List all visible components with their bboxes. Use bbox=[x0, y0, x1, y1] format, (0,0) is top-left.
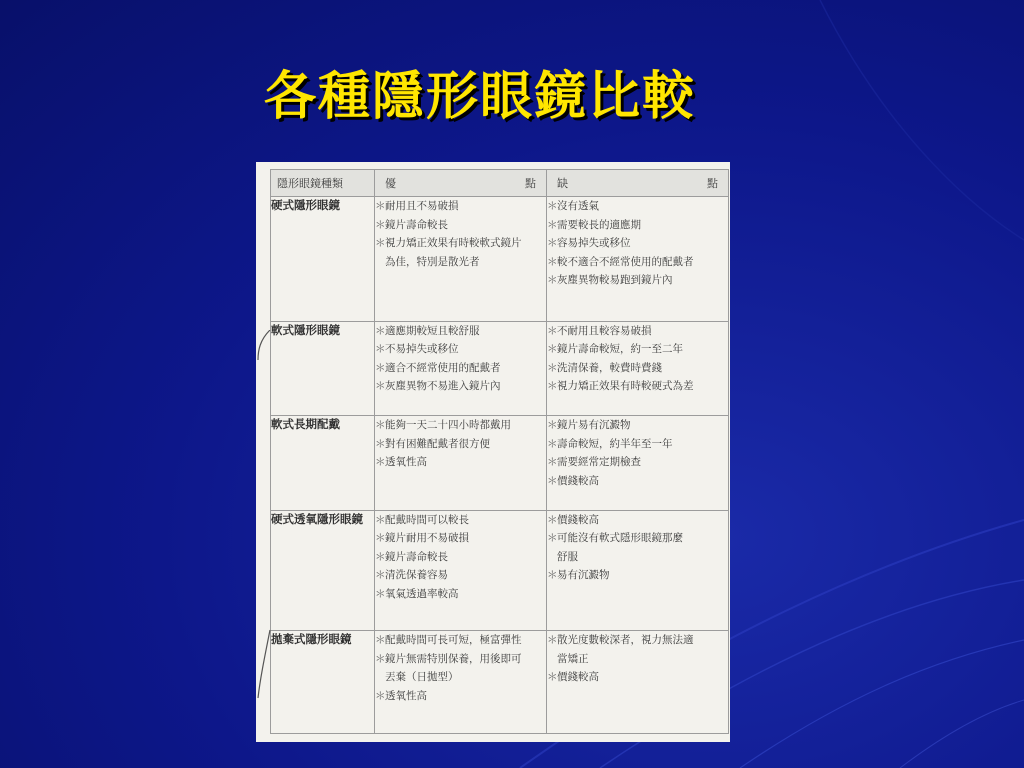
scanned-table-image bbox=[256, 162, 730, 742]
bullet-mark: ＊ bbox=[547, 324, 558, 337]
bullet-mark: ＊ bbox=[547, 218, 558, 231]
pros-item-text: 配戴時間可長可短，極富彈性 bbox=[385, 634, 522, 647]
pros-item-text: 適合不經常使用的配戴者 bbox=[385, 361, 501, 374]
pros-item-text: 鏡片壽命較長 bbox=[385, 550, 448, 563]
header-cons-right: 點 bbox=[707, 177, 718, 190]
cons-item-text: 壽命較短，約半年至一年 bbox=[557, 437, 673, 450]
header-pros-right: 點 bbox=[525, 177, 536, 190]
cons-item bbox=[547, 377, 728, 396]
pros-cell bbox=[375, 631, 547, 734]
cons-cell bbox=[547, 510, 729, 631]
pros-item-text: 灰塵異物不易進入鏡片內 bbox=[385, 380, 501, 393]
bullet-mark: ＊ bbox=[547, 569, 558, 582]
pros-item bbox=[375, 650, 546, 687]
cons-item-text: 可能沒有軟式隱形眼鏡那麼 bbox=[557, 532, 683, 545]
pros-item-text: 適應期較短且較舒服 bbox=[385, 324, 480, 337]
bullet-mark: ＊ bbox=[547, 456, 558, 469]
header-pros bbox=[375, 170, 547, 197]
table-row bbox=[271, 416, 729, 511]
bullet-mark: ＊ bbox=[375, 587, 386, 600]
bullet-mark: ＊ bbox=[375, 569, 386, 582]
bullet-mark: ＊ bbox=[547, 380, 558, 393]
pros-cell bbox=[375, 416, 547, 511]
cons-item bbox=[547, 435, 728, 454]
pros-cell bbox=[375, 197, 547, 322]
pros-cell bbox=[375, 510, 547, 631]
pros-item-text: 清洗保養容易 bbox=[385, 569, 448, 582]
bullet-mark: ＊ bbox=[375, 324, 386, 337]
pros-item bbox=[375, 234, 546, 271]
bullet-mark: ＊ bbox=[375, 419, 386, 432]
bullet-mark: ＊ bbox=[547, 634, 558, 647]
pros-item bbox=[375, 416, 546, 435]
cons-item bbox=[547, 566, 728, 585]
pros-item-text: 配戴時間可以較長 bbox=[385, 513, 469, 526]
bullet-mark: ＊ bbox=[375, 200, 386, 212]
table-header-row bbox=[271, 170, 729, 197]
pros-item-text: 丟棄（日拋型） bbox=[385, 671, 459, 684]
cons-item bbox=[547, 511, 728, 530]
pros-item bbox=[375, 566, 546, 585]
cons-item-text: 價錢較高 bbox=[557, 513, 599, 526]
bullet-mark: ＊ bbox=[547, 274, 558, 286]
bullet-mark: ＊ bbox=[375, 361, 386, 374]
bullet-mark: ＊ bbox=[547, 437, 558, 450]
bullet-mark: ＊ bbox=[547, 671, 558, 684]
pros-item bbox=[375, 548, 546, 567]
cons-item-text: 容易掉失或移位 bbox=[557, 237, 631, 249]
pros-item bbox=[375, 585, 546, 604]
cons-item bbox=[547, 631, 728, 668]
pros-item bbox=[375, 340, 546, 359]
cons-item bbox=[547, 197, 728, 216]
table-row bbox=[271, 197, 729, 322]
cons-item bbox=[547, 253, 728, 272]
bullet-mark: ＊ bbox=[375, 550, 386, 563]
lens-type-cell: 拋棄式隱形眼鏡 bbox=[271, 631, 375, 734]
pros-item bbox=[375, 435, 546, 454]
pros-item-text: 透氧性高 bbox=[385, 689, 427, 702]
slide-title: 各種隱形眼鏡比較 bbox=[263, 66, 696, 127]
pros-item bbox=[375, 359, 546, 378]
bullet-mark: ＊ bbox=[375, 237, 386, 249]
cons-cell bbox=[547, 321, 729, 416]
header-type: 隱形眼鏡種類 bbox=[271, 170, 375, 197]
pros-item-text: 鏡片壽命較長 bbox=[385, 218, 448, 231]
bullet-mark: ＊ bbox=[375, 513, 386, 526]
bullet-mark: ＊ bbox=[547, 361, 558, 374]
pros-item-text: 視力矯正效果有時較軟式鏡片 bbox=[385, 237, 522, 249]
bullet-mark: ＊ bbox=[375, 456, 386, 469]
cons-item-text: 價錢較高 bbox=[557, 671, 599, 684]
cons-item-text: 需要較長的適應期 bbox=[557, 218, 641, 231]
bullet-mark: ＊ bbox=[547, 343, 558, 356]
pros-item bbox=[375, 197, 546, 216]
cons-item-text: 價錢較高 bbox=[557, 474, 599, 487]
pros-item bbox=[375, 511, 546, 530]
pros-item-text: 鏡片無需特別保養，用後即可 bbox=[385, 652, 522, 665]
cons-item bbox=[547, 216, 728, 235]
bullet-mark: ＊ bbox=[375, 380, 386, 393]
bullet-mark: ＊ bbox=[547, 513, 558, 526]
cons-item-text: 散光度數較深者，視力無法適 bbox=[557, 634, 694, 647]
pros-item bbox=[375, 631, 546, 650]
pros-item bbox=[375, 529, 546, 548]
cons-item-text: 需要經常定期檢查 bbox=[557, 456, 641, 469]
cons-cell bbox=[547, 631, 729, 734]
cons-cell bbox=[547, 197, 729, 322]
pros-item-text: 氧氣透過率較高 bbox=[385, 587, 459, 600]
pros-item bbox=[375, 377, 546, 396]
pros-item-text: 能夠一天二十四小時都戴用 bbox=[385, 419, 511, 432]
bullet-mark: ＊ bbox=[375, 532, 386, 545]
bullet-mark: ＊ bbox=[547, 200, 558, 212]
cons-item-text: 鏡片易有沉澱物 bbox=[557, 419, 631, 432]
margin-bracket-lines bbox=[256, 330, 272, 700]
cons-item-text: 視力矯正效果有時較硬式為差 bbox=[557, 380, 694, 393]
bullet-mark: ＊ bbox=[375, 652, 386, 665]
cons-item-text: 不耐用且較容易破損 bbox=[557, 324, 652, 337]
pros-item-text: 透氧性高 bbox=[385, 456, 427, 469]
table-row bbox=[271, 631, 729, 734]
lens-type-cell: 軟式長期配戴 bbox=[271, 416, 375, 511]
cons-item bbox=[547, 529, 728, 566]
pros-cell bbox=[375, 321, 547, 416]
header-cons bbox=[547, 170, 729, 197]
bullet-mark: ＊ bbox=[375, 689, 386, 702]
cons-item-text: 灰塵異物較易跑到鏡片內 bbox=[557, 274, 673, 286]
pros-item-text: 對有困難配戴者很方便 bbox=[385, 437, 490, 450]
pros-item-text: 為佳，特別是散光者 bbox=[385, 255, 480, 268]
comparison-table bbox=[270, 169, 729, 734]
cons-item-text: 較不適合不經常使用的配戴者 bbox=[557, 255, 694, 268]
bullet-mark: ＊ bbox=[547, 532, 558, 545]
pros-item bbox=[375, 322, 546, 341]
cons-item-text: 易有沉澱物 bbox=[557, 569, 610, 582]
cons-item bbox=[547, 359, 728, 378]
cons-item bbox=[547, 322, 728, 341]
cons-item-text: 當矯正 bbox=[557, 652, 589, 665]
bullet-mark: ＊ bbox=[375, 634, 386, 647]
cons-item bbox=[547, 340, 728, 359]
cons-item bbox=[547, 271, 728, 290]
lens-type-cell: 硬式透氧隱形眼鏡 bbox=[271, 510, 375, 631]
lens-type-cell: 硬式隱形眼鏡 bbox=[271, 197, 375, 322]
pros-item-text: 耐用且不易破損 bbox=[385, 200, 459, 212]
pros-item-text: 鏡片耐用不易破損 bbox=[385, 532, 469, 545]
bullet-mark: ＊ bbox=[375, 437, 386, 450]
table-row bbox=[271, 510, 729, 631]
bullet-mark: ＊ bbox=[547, 237, 558, 249]
cons-item-text: 洗清保養，較費時費錢 bbox=[557, 361, 662, 374]
pros-item bbox=[375, 687, 546, 706]
pros-item bbox=[375, 453, 546, 472]
bullet-mark: ＊ bbox=[547, 474, 558, 487]
bullet-mark: ＊ bbox=[375, 218, 386, 231]
header-cons-left: 缺 bbox=[557, 177, 568, 190]
cons-item bbox=[547, 453, 728, 472]
cons-item bbox=[547, 472, 728, 491]
cons-item bbox=[547, 668, 728, 687]
bullet-mark: ＊ bbox=[547, 419, 558, 432]
cons-item-text: 鏡片壽命較短，約一至二年 bbox=[557, 343, 683, 356]
cons-item-text: 沒有透氣 bbox=[557, 200, 599, 212]
cons-cell bbox=[547, 416, 729, 511]
table-row bbox=[271, 321, 729, 416]
bullet-mark: ＊ bbox=[547, 255, 558, 268]
header-pros-left: 優 bbox=[385, 177, 396, 190]
cons-item bbox=[547, 234, 728, 253]
pros-item bbox=[375, 216, 546, 235]
lens-type-cell: 軟式隱形眼鏡 bbox=[271, 321, 375, 416]
bullet-mark: ＊ bbox=[375, 343, 386, 356]
cons-item bbox=[547, 416, 728, 435]
pros-item-text: 不易掉失或移位 bbox=[385, 343, 459, 356]
cons-item-text: 舒服 bbox=[557, 550, 578, 563]
